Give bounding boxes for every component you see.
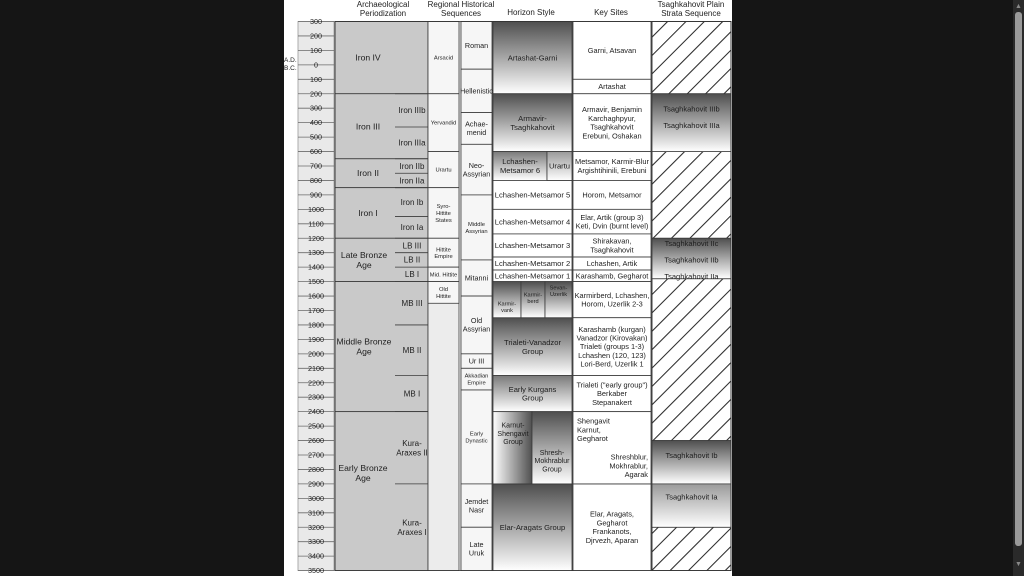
timeline-tick-label: 2200 bbox=[308, 378, 324, 388]
period-label: Iron I bbox=[358, 207, 378, 218]
regional-a-label: Syro-Hittite States bbox=[435, 204, 452, 224]
timeline-tick-label: 700 bbox=[310, 161, 322, 171]
vertical-scrollbar[interactable] bbox=[1013, 0, 1024, 576]
sub-period-label: LB II bbox=[403, 255, 421, 265]
timeline-tick-label: 3100 bbox=[308, 508, 324, 518]
strata-label: Tsaghkahovit Ib bbox=[665, 451, 718, 461]
timeline-tick-label: 1700 bbox=[308, 306, 324, 316]
horizon-label: Trialeti-Vanadzor Group bbox=[504, 337, 561, 356]
timeline-tick-label: 1300 bbox=[308, 248, 324, 258]
period-label: Iron II bbox=[357, 168, 379, 179]
archaeological-period bbox=[335, 94, 428, 159]
horizon-extra-label: Karmir-berd bbox=[523, 292, 543, 306]
period-label: Iron III bbox=[355, 121, 381, 132]
horizon-label: Lchashen-Metsamor 6 bbox=[499, 157, 541, 176]
regional-a-label: Mid. Hittite bbox=[429, 272, 458, 279]
sub-period-label: LB I bbox=[404, 270, 420, 280]
horizon-extra-label: Urartu bbox=[548, 161, 571, 171]
sub-period-label: Kura-Araxes II bbox=[396, 438, 428, 458]
sub-period-label: MB III bbox=[401, 299, 423, 309]
key-sites-label: Elar, Aragats, Gegharot Frankanots, Djrvezh, Aparan bbox=[585, 509, 639, 545]
strata-label: Tsaghkahovit IIc Tsaghkahovit IIb Tsaghkahovit IIa bbox=[664, 238, 719, 281]
key-sites-extra-label: Shengavit Karnut, Gegharot bbox=[577, 416, 610, 444]
timeline-tick-label: 300 bbox=[310, 17, 322, 27]
regional-b-label: Ur III bbox=[468, 356, 485, 366]
strata-label: Tsaghkahovit Ia bbox=[665, 492, 718, 502]
timeline-tick-label: 3500 bbox=[308, 566, 324, 576]
period-label: Early Bronze Age bbox=[338, 463, 388, 484]
timeline-tick-label: 2500 bbox=[308, 421, 324, 431]
horizon-label: Lchashen-Metsamor 1 bbox=[494, 271, 571, 281]
scrollbar-thumb[interactable] bbox=[1015, 12, 1022, 546]
regional-a-label: Urartu bbox=[435, 167, 452, 174]
horizon-label: Armavir-Tsaghkahovit bbox=[510, 113, 555, 132]
timeline-tick-label: 100 bbox=[310, 74, 322, 84]
scroll-down-arrow-icon[interactable]: ▼ bbox=[1015, 561, 1022, 568]
timeline-tick-label: 400 bbox=[310, 118, 322, 128]
strata-hatch-cell bbox=[652, 279, 731, 441]
timeline-tick-label: 2100 bbox=[308, 363, 324, 373]
header-regional: Regional Historical Sequences bbox=[427, 0, 495, 18]
timeline-tick-label: 1900 bbox=[308, 334, 324, 344]
horizon-label: Elar-Aragats Group bbox=[499, 522, 566, 532]
key-sites-label: Shirakavan, Tsaghkahovit bbox=[590, 236, 634, 255]
key-sites-label: Lchashen, Artik bbox=[586, 259, 638, 269]
regional-b-label: Mitanni bbox=[464, 273, 489, 283]
timeline-tick-label: 1000 bbox=[308, 204, 324, 214]
strata-hatch-cell bbox=[652, 527, 731, 570]
regional-a-label: Yervandid bbox=[430, 120, 457, 127]
timeline-tick-label: 500 bbox=[310, 132, 322, 142]
archaeological-period bbox=[335, 22, 428, 94]
header-horizon: Horizon Style bbox=[507, 8, 555, 17]
horizon-label: Lchashen-Metsamor 3 bbox=[494, 241, 571, 251]
sub-period-label: MB I bbox=[403, 389, 421, 399]
sub-period-label: Iron IIIa bbox=[398, 138, 426, 148]
regional-b-label: Early Dynastic bbox=[465, 431, 488, 445]
horizon-label: Lchashen-Metsamor 2 bbox=[494, 259, 571, 269]
strata-label: Tsaghkahovit IIIb Tsaghkahovit IIIa bbox=[663, 104, 720, 130]
strata-hatch-cell bbox=[652, 152, 731, 239]
key-sites-label: Garni, Atsavan bbox=[587, 45, 637, 55]
strata-cell bbox=[652, 484, 731, 527]
timeline-tick-label: 3000 bbox=[308, 493, 324, 503]
key-sites-label: Metsamor, Karmir-Blur Argishtihinili, Erebuni bbox=[575, 157, 649, 175]
regional-b-label: Achae-menid bbox=[465, 119, 488, 138]
key-sites-label: Karashamb, Gegharot bbox=[575, 271, 649, 281]
timeline-tick-label: 2900 bbox=[308, 479, 324, 489]
timeline-tick-label: 1600 bbox=[308, 291, 324, 301]
timeline-tick-label: 2600 bbox=[308, 436, 324, 446]
era-label-ad: A.D. bbox=[284, 57, 297, 64]
sub-period-label: Iron IIa bbox=[399, 176, 425, 186]
strata-hatch-cell bbox=[652, 22, 731, 94]
chronology-chart-sheet bbox=[284, 0, 732, 576]
timeline-tick-label: 1200 bbox=[308, 233, 324, 243]
header-archaeological: Archaeological Periodization bbox=[356, 0, 410, 18]
horizon-label: Artashat-Garni bbox=[507, 53, 558, 63]
key-sites-label: Horom, Metsamor bbox=[582, 190, 642, 200]
sub-period-label: Kura-Araxes I bbox=[397, 518, 427, 537]
timeline-tick-label: 0 bbox=[314, 60, 318, 70]
timeline-tick-label: 2700 bbox=[308, 450, 324, 460]
horizon-label: Early Kurgans Group bbox=[508, 384, 557, 403]
regional-a-label: Old Hittite bbox=[436, 287, 451, 300]
timeline-tick-label: 1800 bbox=[308, 320, 324, 330]
timeline-tick-label: 2400 bbox=[308, 407, 324, 417]
header-strata: Tsaghkahovit Plain Strata Sequence bbox=[657, 0, 725, 18]
timeline-tick-label: 3300 bbox=[308, 537, 324, 547]
key-sites-label: Karmirberd, Lchashen, Horom, Uzerlik 2-3 bbox=[574, 290, 650, 309]
key-sites-label: Artashat bbox=[598, 82, 626, 92]
timeline-tick-label: 600 bbox=[310, 147, 322, 157]
timeline-tick-label: 2300 bbox=[308, 392, 324, 402]
regional-b-label: Middle Assyrian bbox=[465, 222, 488, 235]
regional-b-label: Neo-Assyrian bbox=[462, 160, 491, 179]
timeline-tick-label: 3200 bbox=[308, 522, 324, 532]
regional-b-label: Roman bbox=[464, 40, 489, 50]
strata-cell bbox=[652, 441, 731, 484]
horizon-label: Lchashen-Metsamor 5 bbox=[494, 190, 571, 200]
key-sites-label: Armavir, Benjamin Karchaghpyur, Tsaghkahovit Erebuni, Oshakan bbox=[582, 105, 642, 141]
timeline-tick-label: 300 bbox=[310, 103, 322, 113]
timeline-tick-label: 1100 bbox=[308, 219, 324, 229]
horizon-extra-label: Karmir-vank bbox=[497, 301, 517, 315]
timeline-tick-label: 900 bbox=[310, 190, 322, 200]
regional-b-label: Late Uruk bbox=[468, 540, 485, 558]
regional-b-label: Old Assyrian bbox=[462, 316, 491, 334]
sub-period-label: Iron IIb bbox=[399, 161, 425, 171]
horizon-extra-label: Shresh-Mokhrablur Group bbox=[534, 449, 570, 474]
timeline-tick-label: 2800 bbox=[308, 464, 324, 474]
timeline-tick-label: 100 bbox=[310, 45, 322, 55]
timeline-tick-label: 200 bbox=[310, 89, 322, 99]
key-sites-extra-label: Shreshblur, Mokhrablur, Agarak bbox=[609, 452, 648, 480]
chronology-chart bbox=[284, 0, 732, 576]
horizon-label: Lchashen-Metsamor 4 bbox=[494, 217, 571, 227]
horizon-extra-label: Karnut-Shengavit Group bbox=[497, 422, 529, 447]
regional-a-label: Arsacid bbox=[433, 55, 454, 62]
era-label-bc: B.C. bbox=[284, 65, 297, 72]
sub-period-label: MB II bbox=[402, 346, 422, 356]
timeline-tick-label: 200 bbox=[310, 31, 322, 41]
period-label: Late Bronze Age bbox=[340, 249, 388, 271]
timeline-tick-label: 1400 bbox=[308, 262, 324, 272]
regional-b-label: Akkadian Empire bbox=[464, 373, 489, 387]
period-label: Middle Bronze Age bbox=[336, 336, 392, 357]
key-sites-label: Elar, Artik (group 3) Keti, Dvin (burnt level) bbox=[575, 212, 649, 231]
regional-a-label: Hittite Empire bbox=[434, 247, 453, 261]
key-sites-label: Karashamb (kurgan) Vanadzor (Kirovakan) Trialeti (groups 1-3) Lchashen (120, 123) Lori-Berd, Uzerlik 1 bbox=[576, 324, 648, 369]
sub-period-label: Iron Ia bbox=[400, 223, 424, 233]
regional-b-label: Hellenistic bbox=[460, 86, 493, 96]
header-key-sites: Key Sites bbox=[594, 8, 628, 17]
key-sites-label: Trialeti ("early group") Berkaber Stepanakert bbox=[576, 380, 648, 407]
period-label: Iron IV bbox=[355, 52, 381, 63]
timeline-tick-label: 2000 bbox=[308, 349, 324, 359]
sub-period-label: Iron IIIb bbox=[398, 106, 426, 116]
regional-b-label: Jemdet Nasr bbox=[464, 496, 489, 515]
sub-period-label: LB III bbox=[402, 241, 422, 251]
timeline-tick-label: 800 bbox=[310, 175, 322, 185]
timeline-tick-label: 1500 bbox=[308, 277, 324, 287]
sub-period-label: Iron Ib bbox=[400, 197, 424, 207]
timeline-tick-label: 3400 bbox=[308, 551, 324, 561]
archaeological-period bbox=[335, 412, 428, 571]
horizon-extra-label: Sevan-Uzerlik bbox=[549, 285, 568, 298]
scroll-up-arrow-icon[interactable]: ▲ bbox=[1015, 3, 1022, 10]
